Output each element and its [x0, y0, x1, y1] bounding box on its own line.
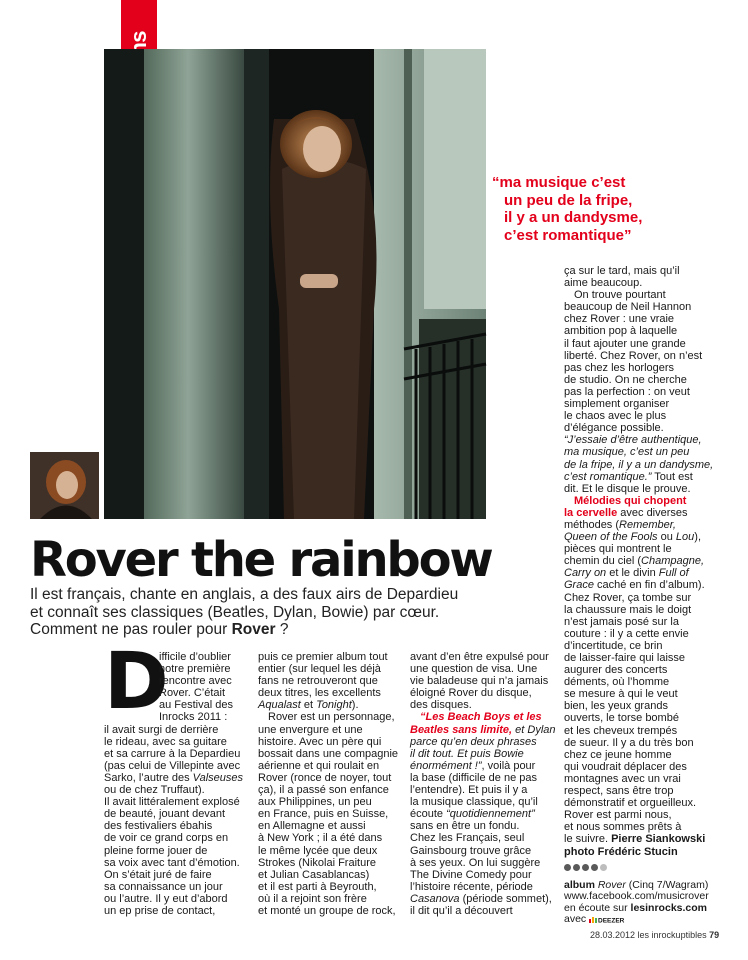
text-line: aux Philippines, un peu: [258, 796, 372, 809]
footer-date: 28.03.2012: [590, 930, 636, 940]
text-line: sans en être un fondu.: [410, 820, 520, 833]
text-line: ça), il a passé son enfance: [258, 784, 389, 797]
text-line: On trouve pourtant: [574, 289, 666, 302]
page-footer: [590, 930, 719, 940]
text-line: et les cheveux trempés: [564, 724, 678, 737]
text-line: [564, 434, 713, 446]
text-line: où il a rejoint son frère: [258, 892, 367, 905]
main-photo: [104, 49, 486, 519]
standfirst-text: ?: [275, 621, 289, 638]
album-label: album: [564, 878, 595, 891]
text-line: ambition pop à laquelle: [564, 325, 678, 338]
text-line: [564, 507, 713, 519]
text-line: le chaos avec le plus: [564, 410, 667, 423]
text-line: bien, les yeux grands: [564, 700, 668, 713]
text-line: [410, 893, 556, 905]
text-line: il faut ajouter une grande: [564, 337, 686, 350]
text-line: [410, 760, 556, 772]
article-column-3: [410, 651, 556, 917]
text-line: [410, 724, 556, 736]
text-line: avant d’en être expulsé pour: [410, 651, 549, 663]
quote-span: parce qu’en deux phrases: [410, 735, 537, 748]
text-span: écoute: [410, 808, 447, 821]
article-column-4: [564, 265, 713, 926]
text-line: de laisser-faire qui laisse: [564, 652, 686, 664]
text-span: ).: [351, 699, 359, 712]
text-line: éloigné Rover du disque,: [410, 687, 532, 700]
drop-cap: D: [104, 637, 169, 727]
text-span: , voilà pour: [481, 759, 536, 772]
text-line: et nous sommes prêts à: [564, 821, 682, 834]
text-line: déments, où l’homme: [564, 676, 670, 689]
text-span: Sarko, l’autre des: [104, 771, 193, 784]
text-span: caché en fin d’album).: [593, 579, 705, 592]
text-line: de voir ce grand corps en: [104, 832, 229, 845]
text-line: un ep prise de contact,: [104, 904, 216, 917]
text-span: ou: [657, 531, 676, 544]
text-line: pas la perfection : on veut: [564, 385, 690, 398]
text-span: Tout est: [651, 470, 693, 483]
song-title: Carry on: [564, 567, 607, 580]
article-column-2: [258, 651, 398, 917]
text-line: deux titres, les excellents: [258, 687, 381, 700]
rating-dot: [573, 864, 580, 871]
album-cover-image: [30, 452, 99, 519]
text-line: dit. Et le disque le prouve.: [564, 482, 691, 495]
text-span: le suivre.: [564, 833, 609, 846]
text-span: (période sommet),: [459, 892, 552, 905]
text-line: l’histoire récente, période: [410, 880, 533, 893]
text-line: [564, 471, 713, 483]
text-span: ),: [694, 531, 702, 544]
text-line: histoire. Avec un père qui: [258, 735, 382, 748]
text-line: ifficile d’oublier: [159, 651, 231, 663]
text-line: ouverts, le torse bombé: [564, 712, 679, 725]
text-line: sa voix avec tant d’émotion.: [104, 856, 240, 869]
text-span: avec diverses: [617, 506, 688, 519]
text-line: chez ce jeune homme: [564, 748, 672, 761]
text-line: respect, sans être trop: [564, 785, 674, 798]
deezer-logo-text: DEEZER: [598, 917, 625, 925]
text-line: pleine forme jouer de: [104, 844, 208, 857]
footer-page-number: 79: [709, 930, 720, 940]
album-title: Casanova: [410, 892, 460, 905]
rating-dot: [564, 864, 571, 871]
text-line: pièces qui montrent le: [564, 543, 672, 556]
song-title: Full of: [658, 567, 689, 580]
quote-span: et Dylan: [512, 723, 556, 736]
standfirst-line: Il est français, chante en anglais, a des faux airs de Depardieu: [30, 586, 459, 603]
text-line: Rover est parmi nous,: [564, 809, 672, 822]
text-line: Inrocks 2011 :: [159, 711, 228, 724]
text-line: de studio. On ne cherche: [564, 373, 687, 386]
text-line: aime beaucoup.: [564, 277, 643, 290]
song-title: Aqualast: [258, 699, 301, 712]
album-info: [564, 880, 713, 926]
pull-quote-line: c’est romantique”: [504, 226, 632, 244]
text-line: rencontre avec: [159, 675, 232, 688]
text-line: ou l’autre. Il y eut d’abord: [104, 892, 228, 905]
text-line: [410, 736, 556, 748]
quote-span: “J’essaie d’être authentique,: [564, 434, 702, 447]
quote-span: énormément !”: [410, 759, 482, 772]
text-line: de beauté, jouant devant: [104, 808, 226, 821]
text-line: une envergure et une: [258, 723, 363, 736]
album-info-line: [564, 914, 713, 926]
text-line: [564, 446, 713, 458]
song-title: Queen of the Fools: [564, 531, 658, 544]
text-line: se mesure à qui le veut: [564, 688, 678, 701]
text-line: à ses yeux. On lui suggère: [410, 856, 541, 869]
text-line: au Festival des: [159, 699, 233, 712]
text-line: fans ne retrouveront que: [258, 675, 378, 688]
text-line: augurer des concerts: [564, 664, 668, 677]
rating-dot: [582, 864, 589, 871]
text-line: entier (sur lequel les déjà: [258, 663, 381, 676]
text-line: [564, 531, 713, 543]
film-title: Valseuses: [192, 771, 243, 784]
song-title: Remember,: [619, 518, 676, 531]
album-title: Rover: [597, 878, 626, 891]
text-line: [410, 748, 556, 760]
quote-span: de la fripe, il y a un dandysme,: [564, 458, 714, 471]
text-line: il avait surgi de derrière: [104, 723, 219, 736]
text-line: la base (difficile de ne pas: [410, 771, 537, 784]
text-line: et monté un groupe de rock,: [258, 904, 396, 917]
pull-quote: [492, 174, 652, 244]
text-line: des disques.: [410, 699, 472, 712]
text-line: [564, 519, 713, 531]
quote-line: “Les Beach Boys et les: [420, 711, 542, 724]
standfirst-line: [30, 621, 458, 639]
text-line: [104, 772, 243, 784]
song-title: Tonight: [316, 699, 352, 712]
text-line: l’entendre). Et puis il y a: [410, 784, 528, 797]
text-line: ou de chez Truffaut).: [104, 784, 205, 797]
text-line: aérienne et qui roulait en: [258, 759, 380, 772]
text-line: (pas celui de Villepinte avec: [104, 759, 241, 772]
quote-span: Beatles sans limite,: [410, 723, 513, 736]
album-cover-thumbnail: [30, 452, 99, 519]
text-line: qui voudrait déplacer des: [564, 760, 687, 773]
pull-quote-line: il y a un dandysme,: [504, 209, 643, 226]
rating-dot: [591, 864, 598, 871]
album-publisher: (Cinq 7/Wagram): [625, 878, 709, 891]
text-line: Rover. C’était: [159, 687, 226, 700]
deezer-logo: [589, 915, 625, 925]
text-line: chez Rover : une vraie: [564, 313, 675, 326]
quote-span: ma musique, c’est un peu: [564, 446, 690, 459]
text-line: d’élégance possible.: [564, 422, 664, 435]
text-span: chemin du ciel (: [564, 555, 642, 568]
text-span: et le divin: [606, 567, 659, 580]
photo-credit: photo Frédéric Stucin: [564, 845, 678, 858]
text-line: [410, 808, 556, 820]
text-line: en Allemagne et aussi: [258, 820, 366, 833]
text-line: montagnes avec un vrai: [564, 772, 681, 785]
text-line: ça sur le tard, mais qu’il: [564, 265, 680, 277]
song-title: Grace: [564, 579, 594, 592]
text-line: il dit qu’il a découvert: [410, 904, 513, 917]
song-title: Champagne,: [641, 555, 705, 568]
subhead-span: la cervelle: [564, 506, 618, 519]
standfirst-artist: Rover: [231, 621, 276, 638]
text-line: le rideau, avec sa guitare: [104, 735, 227, 748]
listen-site-link[interactable]: lesinrocks.com: [630, 901, 707, 914]
text-line: et sa carrure à la Depardieu: [104, 747, 241, 760]
text-line: une question de visa. Une: [410, 663, 538, 676]
text-line: puis ce premier album tout: [258, 651, 388, 663]
text-line: [564, 833, 713, 845]
text-line: sa connaissance un jour: [104, 880, 223, 893]
rating-dot: [600, 864, 607, 871]
text-line: de sueur. Il y a du très bon: [564, 736, 694, 749]
rating: [564, 862, 713, 874]
text-line: notre première: [159, 663, 231, 676]
text-span: avec: [564, 913, 587, 926]
album-website-link[interactable]: www.facebook.com/musicrover: [564, 890, 709, 903]
main-photo-image: [104, 49, 486, 519]
text-line: Gainsbourg trouve grâce: [410, 844, 532, 857]
quote-span: c’est romantique.”: [564, 470, 652, 483]
text-line: beaucoup de Neil Hannon: [564, 301, 692, 314]
text-line: le même lycée que deux: [258, 844, 378, 857]
text-line: en France, puis en Suisse,: [258, 808, 389, 821]
text-line: Chez Rover, ça tombe sur: [564, 591, 692, 604]
text-line: démonstratif et orgueilleux.: [564, 797, 697, 810]
text-line: [564, 579, 713, 591]
text-line: la chaussure mais le doigt: [564, 603, 692, 616]
article-column-1: [104, 651, 243, 917]
text-line: couture : il y a cette envie: [564, 627, 689, 640]
text-line: et il est parti à Beyrouth,: [258, 880, 377, 893]
text-line: à New York ; il a été dans: [258, 832, 383, 845]
text-line: [564, 555, 713, 567]
text-span: en écoute sur: [564, 901, 631, 914]
text-line: On s’était juré de faire: [104, 868, 212, 881]
pull-quote-line: “ma musique c’est: [492, 174, 626, 191]
song-title: Lou: [675, 531, 695, 544]
text-line: vie baladeuse qui n’a jamais: [410, 675, 549, 688]
text-span: et: [300, 699, 317, 712]
text-span: méthodes (: [564, 518, 620, 531]
quote-span: il dit tout. Et puis Bowie: [410, 747, 524, 760]
text-line: d’incertitude, ce brin: [564, 639, 663, 652]
text-line: [564, 846, 713, 858]
text-line: Rover est un personnage,: [268, 711, 395, 724]
headline: Rover the rainbow: [30, 532, 492, 588]
pull-quote-line: un peu de la fripe,: [504, 191, 633, 209]
text-line: n’est jamais posé sur la: [564, 615, 679, 628]
text-line: [564, 459, 713, 471]
text-line: Strokes (Nikolai Fraiture: [258, 856, 376, 869]
text-line: liberté. Chez Rover, on n’est: [564, 349, 703, 362]
text-line: Rover (ronce de noyer, tout: [258, 771, 392, 784]
text-line: The Divine Comedy pour: [410, 868, 532, 881]
footer-magazine: les inrockuptibles: [635, 930, 710, 940]
text-line: [564, 567, 713, 579]
text-line: bossait dans une compagnie: [258, 747, 399, 760]
text-line: la musique classique, qu’il: [410, 796, 538, 809]
standfirst: [30, 586, 458, 639]
standfirst-text: Comment ne pas rouler pour: [30, 621, 232, 638]
author-name: Pierre Siankowski: [611, 833, 706, 846]
text-line: [258, 699, 398, 711]
standfirst-line: et connaît ses classiques (Beatles, Dylan, Bowie) par cœur.: [30, 603, 440, 621]
quote-span: “quotidiennement”: [446, 808, 535, 821]
text-line: simplement organiser: [564, 398, 670, 411]
text-line: Chez les Français, seul: [410, 832, 525, 845]
subhead-line: Mélodies qui chopent: [574, 494, 687, 507]
text-line: des festivaliers ébahis: [104, 820, 213, 833]
text-line: et Julian Casablancas): [258, 868, 370, 881]
text-line: pas chez les horlogers: [564, 361, 675, 374]
text-line: Il avait littéralement explosé: [104, 796, 240, 809]
